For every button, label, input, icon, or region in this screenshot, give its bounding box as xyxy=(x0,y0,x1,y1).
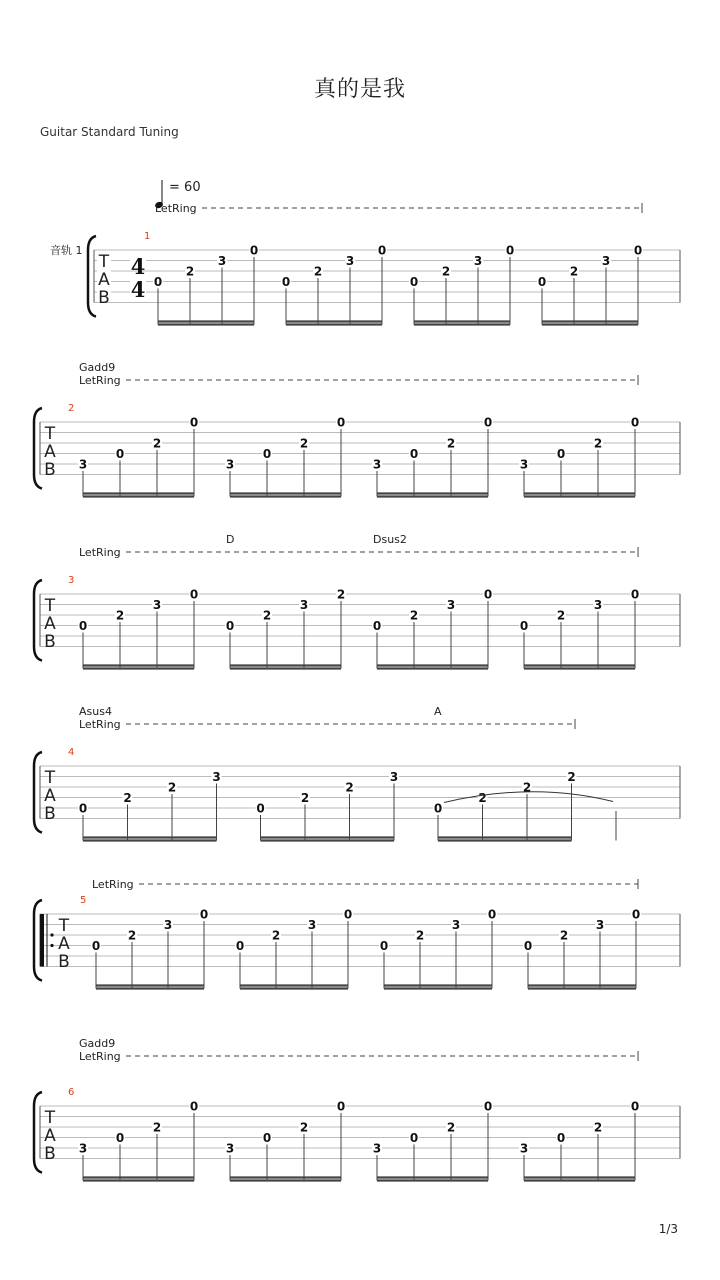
fret-number: 2 xyxy=(345,780,354,795)
tab-letter-t: T xyxy=(44,1108,56,1128)
fret-number: 0 xyxy=(262,1131,272,1145)
let-ring-label: LetRing xyxy=(92,878,134,891)
fret-number: 0 xyxy=(377,243,387,258)
fret-number: 3 xyxy=(163,918,173,932)
fret-number: 2 xyxy=(441,264,451,279)
fret-number: 0 xyxy=(91,939,101,953)
bar-number: 3 xyxy=(68,575,75,586)
fret-number: 0 xyxy=(523,939,533,953)
fret-number: 2 xyxy=(123,791,132,805)
fret-number: 0 xyxy=(189,1099,199,1114)
fret-number: 3 xyxy=(372,457,382,472)
chord-name: Gadd9 xyxy=(79,1037,116,1050)
tab-letter-b: B xyxy=(44,632,56,652)
fret-number: 0 xyxy=(630,1099,640,1114)
track-name: 音轨 1 xyxy=(50,244,83,257)
tab-letter-a: A xyxy=(58,934,70,954)
fret-number: 3 xyxy=(217,254,227,268)
fret-number: 2 xyxy=(115,608,125,623)
fret-number: 3 xyxy=(446,598,456,612)
bar-number: 1 xyxy=(144,231,151,242)
fret-number: 0 xyxy=(633,243,643,258)
tab-letter-b: B xyxy=(44,1144,56,1164)
fret-number: 0 xyxy=(336,1099,346,1114)
fret-number: 0 xyxy=(537,275,547,289)
let-ring-label: LetRing xyxy=(79,374,121,387)
bar-number: 4 xyxy=(68,747,75,758)
fret-number: 3 xyxy=(451,918,461,932)
fret-number: 2 xyxy=(415,928,425,943)
fret-number: 2 xyxy=(127,928,137,943)
fret-number: 3 xyxy=(212,770,221,784)
fret-number: 2 xyxy=(569,264,579,279)
bar-number: 6 xyxy=(68,1087,75,1098)
let-ring-label: LetRing xyxy=(79,546,121,559)
tempo-equals: = 60 xyxy=(169,180,201,195)
fret-number: 2 xyxy=(271,928,281,943)
fret-number: 2 xyxy=(446,1120,456,1135)
fret-number: 3 xyxy=(389,770,399,784)
let-ring-label: LetRing xyxy=(155,202,197,215)
repeat-dot xyxy=(50,933,53,936)
fret-number: 3 xyxy=(473,254,483,268)
repeat-thick-bar xyxy=(40,914,44,967)
chord-name: A xyxy=(434,705,442,718)
fret-number: 2 xyxy=(593,436,603,451)
fret-number: 2 xyxy=(559,928,569,943)
time-signature-bottom: 4 xyxy=(130,277,146,302)
system-brace xyxy=(34,1092,42,1173)
system-brace xyxy=(34,408,42,489)
tab-letter-a: A xyxy=(44,786,56,806)
fret-number: 2 xyxy=(152,436,162,451)
fret-number: 0 xyxy=(487,907,497,922)
fret-number: 2 xyxy=(185,264,195,279)
chord-name: D xyxy=(226,533,235,546)
fret-number: 3 xyxy=(593,598,603,612)
tab-letter-b: B xyxy=(98,288,110,308)
fret-number: 0 xyxy=(483,587,493,602)
fret-number: 3 xyxy=(78,1141,88,1156)
fret-number: 0 xyxy=(256,801,265,816)
fret-number: 0 xyxy=(630,587,640,602)
tab-letter-a: A xyxy=(44,442,56,462)
fret-number: 2 xyxy=(593,1120,603,1135)
fret-number: 0 xyxy=(631,907,641,922)
fret-number: 0 xyxy=(519,619,529,633)
fret-number: 0 xyxy=(225,619,235,633)
tab-letter-a: A xyxy=(44,1126,56,1146)
fret-number: 3 xyxy=(595,918,605,932)
fret-number: 0 xyxy=(249,243,259,258)
fret-number: 2 xyxy=(556,608,566,623)
fret-number: 0 xyxy=(379,939,389,953)
chord-name: Dsus2 xyxy=(373,533,407,546)
fret-number: 0 xyxy=(262,447,272,461)
tab-letter-t: T xyxy=(44,596,56,616)
tempo-bpm: 60 xyxy=(184,180,201,195)
fret-number: 2 xyxy=(300,791,310,805)
fret-number: 0 xyxy=(556,447,566,461)
fret-number: 0 xyxy=(78,801,88,816)
fret-number: 0 xyxy=(483,415,493,430)
fret-number: 2 xyxy=(299,436,309,451)
fret-number: 3 xyxy=(601,254,611,268)
fret-number: 2 xyxy=(478,791,487,805)
fret-number: 3 xyxy=(372,1141,382,1156)
song-title: 真的是我 xyxy=(313,77,406,102)
fret-number: 0 xyxy=(630,415,640,430)
fret-number: 0 xyxy=(433,801,443,816)
fret-number: 3 xyxy=(519,1141,529,1156)
fret-number: 2 xyxy=(336,587,346,602)
tab-letter-a: A xyxy=(98,270,110,290)
fret-number: 2 xyxy=(522,780,532,795)
fret-number: 2 xyxy=(152,1120,162,1135)
tuning-label: Guitar Standard Tuning xyxy=(40,125,179,139)
fret-number: 0 xyxy=(483,1099,493,1114)
let-ring-label: LetRing xyxy=(79,1050,121,1063)
fret-number: 3 xyxy=(78,457,88,472)
fret-number: 0 xyxy=(78,619,88,633)
tab-letter-t: T xyxy=(98,252,110,272)
repeat-dot xyxy=(50,944,53,947)
fret-number: 2 xyxy=(313,264,323,279)
bar-number: 2 xyxy=(68,403,75,414)
fret-number: 2 xyxy=(446,436,456,451)
fret-number: 3 xyxy=(299,598,309,612)
fret-number: 0 xyxy=(153,275,163,289)
tab-letter-t: T xyxy=(44,424,56,444)
page-number: 1/3 xyxy=(658,1222,678,1236)
system-brace xyxy=(34,752,42,833)
tab-letter-b: B xyxy=(44,804,56,824)
fret-number: 3 xyxy=(152,598,162,612)
fret-number: 0 xyxy=(556,1131,566,1145)
fret-number: 0 xyxy=(281,275,291,289)
fret-number: 3 xyxy=(345,254,355,268)
fret-number: 0 xyxy=(189,587,199,602)
fret-number: 0 xyxy=(199,907,209,922)
fret-number: 0 xyxy=(409,447,419,461)
fret-number: 0 xyxy=(115,1131,125,1145)
bar-number: 5 xyxy=(80,895,87,906)
system-brace xyxy=(34,580,42,661)
system-brace xyxy=(88,236,96,317)
fret-number: 0 xyxy=(372,619,382,633)
fret-number: 3 xyxy=(519,457,529,472)
tab-letter-a: A xyxy=(44,614,56,634)
fret-number: 0 xyxy=(505,243,515,258)
fret-number: 2 xyxy=(567,770,576,784)
fret-number: 0 xyxy=(409,275,419,289)
fret-number: 2 xyxy=(262,608,272,623)
fret-number: 0 xyxy=(189,415,199,430)
tab-letter-t: T xyxy=(58,916,70,936)
fret-number: 3 xyxy=(307,918,317,932)
fret-number: 2 xyxy=(299,1120,309,1135)
fret-number: 0 xyxy=(409,1131,419,1145)
fret-number: 0 xyxy=(115,447,125,461)
tab-letter-b: B xyxy=(58,952,70,972)
fret-number: 2 xyxy=(409,608,419,623)
chord-name: Asus4 xyxy=(79,705,112,718)
tab-letter-t: T xyxy=(44,768,56,788)
tab-letter-b: B xyxy=(44,460,56,480)
time-signature-top: 4 xyxy=(130,254,146,279)
chord-name: Gadd9 xyxy=(79,361,116,374)
fret-number: 3 xyxy=(225,1141,235,1156)
fret-number: 0 xyxy=(336,415,346,430)
fret-number: 0 xyxy=(343,907,353,922)
fret-number: 0 xyxy=(235,939,245,953)
fret-number: 3 xyxy=(225,457,235,472)
let-ring-label: LetRing xyxy=(79,718,121,731)
fret-number: 2 xyxy=(167,780,177,795)
